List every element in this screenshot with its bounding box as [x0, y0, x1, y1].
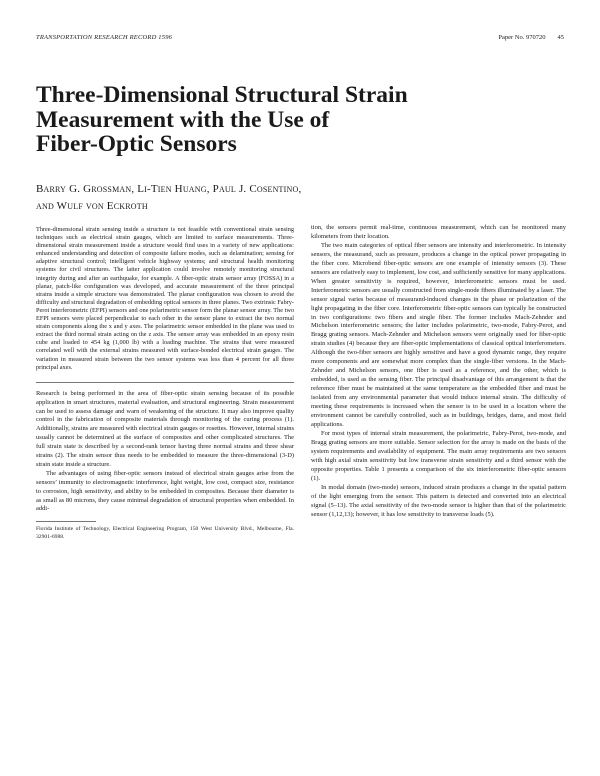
abstract-text: Three-dimensional strain sensing inside a structure is not feasible with conventional strain sensing techniques such as electrical strain gauges, which are limited to surface measurements. Three-dimensional strain measurement inside a structure would find uses in a variety of new applications: enhanced understanding and detection of composite failure modes, such as delamination; sensing for adaptive structural control; intelligent vehicle highway systems; and structural health monitoring systems for civil structures. The latter application could involve remotely monitoring structural integrity during and after an earthquake, for example. A fiber-optic strain sensor array (FOSSA) in a planar, patch-like configuration was developed, and accurate measurement of the three principal strains inside a simple structure was demonstrated. The planar configuration was chosen to avoid the difficulty and structural degradation of embedding optical sensors in three planes. Two extrinsic Fabry-Perot interferometric (EFPI) sensors and one polarimetric sensor form the planar sensor array. The two EFPI sensors were placed perpendicular to each other in the sensor plane to extract the two normal strain components along the x and y axes. The polarimetric sensor embedded in the plane was used to extract the third normal strain acting on the z axis. The sensor array was embedded in an epoxy resin cube and loaded to 454 kg (1,000 lb) with a loading machine. The strains that were measured correlated well with the external strains measured with surface-bonded electrical strain gauges. The variation in measured strain between the two sensor systems was less than 4 percent for all three principal axes. — [36, 226, 294, 371]
body-paragraph: The advantages of using fiber-optic sensors instead of electrical strain gauges arise from the sensors’ immunity to electromagnetic interference, light weight, low cost, compact size, resistance to corrosion, high sensitivity, and ability to be embedded in composites. Because their diameter is as small as 80 microns, they cause minimal degradation of structural properties when embedded. In addi- — [36, 469, 294, 513]
footnote-divider — [36, 521, 96, 522]
abstract — [36, 226, 294, 372]
title-line: Measurement with the Use of — [36, 106, 330, 133]
author-line: and Wulf von Eckroth — [36, 200, 148, 212]
body-paragraph: tion, the sensors permit real-time, continuous measurement, which can be monitored many kilometers from their location. — [311, 224, 566, 240]
paper-title — [36, 83, 556, 157]
body-paragraph: For most types of internal strain measurement, the polarimetric, Fabry-Perot, two-mode, and Bragg grating sensors are more suitable. Sensor selection for the array is made on the basis of the system requirements and availability of equipment. The main array requirements are two sensors with high axial strain sensitivity but low transverse strain sensitivity and a third sensor with the opposite properties. Table 1 presents a comparison of the six interferometric fiber-optic sensors (1). — [311, 429, 566, 482]
title-line: Fiber-Optic Sensors — [36, 131, 237, 157]
body-paragraph: In modal domain (two-mode) sensors, induced strain produces a change in the spatial pattern of the light emerging from the sensor. This pattern is detected and converted into an electrical signal (5–13). The axial sensitivity of the two-mode sensor is higher than that of the polarimetric sensor (1,12,13); however, it has low sensitivity to transverse loads (5). — [311, 483, 566, 518]
paper-number: Paper No. 970720 — [498, 34, 546, 41]
title-line: Three-Dimensional Structural Strain — [36, 82, 408, 108]
author-line: Barry G. Grossman, Li-Tien Huang, Paul J. Cosentino, — [36, 183, 302, 195]
running-header-journal: TRANSPORTATION RESEARCH RECORD 1596 — [36, 34, 173, 41]
body-paragraph: The two main categories of optical fiber sensors are intensity and interferometric. In intensity sensors, the measurand, such as pressure, produces a change in the optical power propagating in the fiber core. Microbend fiber-optic sensors are one example of intensity sensors (3). These sensors are relatively easy to implement, low cost, and sufficiently sensitive for many applications. When greater sensitivity is required, however, interferometric sensors must be used. Interferometric sensors are usually constructed from single-mode fibers illuminated by a laser. The sensor signal varies because of measurand-induced changes in the phase or polarization of the light propagating in the fiber core. Interferometric fiber-optic sensors can typically be constructed in two configurations: two fibers and single fiber. The former includes Mach-Zehnder and Michelson interferometric sensors; the latter includes polarimetric, two-mode, Fabry-Perot, and Bragg grating sensors. Mach-Zehnder and Michelson sensors were originally used for fiber-optic strain studies (4) because they are fiber-optic implementations of classical optical interferometers. Although the two-fiber sensors are highly sensitive and have a good dynamic range, they require more components and are somewhat more complex than the single-fiber versions. In the Mach-Zehnder and Michelson sensors, one fiber is used as a reference, and the other, which is embedded, is used as the sensing fiber. The principal disadvantage of this arrangement is that the reference fiber must be maintained at the same temperature as the embedded fiber and must be isolated from any environmental parameter that would induce internal strain. The difficulty of meeting these requirements is increased when the sensor is to be used in a location where the environment cannot be carefully controlled, such as in buildings, bridges, dams, and most field applications. — [311, 241, 566, 428]
page-number: 45 — [557, 34, 564, 41]
author-list — [36, 181, 536, 215]
abstract-divider — [36, 382, 294, 383]
running-header-right — [498, 34, 564, 41]
affiliation-footnote: Florida Institute of Technology, Electrical Engineering Program, 150 West University Blvd., Melbourne, Fla. 32901-6988. — [36, 526, 294, 540]
body-paragraph: Research is being performed in the area of fiber-optic strain sensing because of its possible application in smart structures, material evaluation, and structural engineering. Strain measurement can be used to assess damage and warn of weakening of the structure. It may also improve quality control in the fabrication of composite materials through monitoring of the curing process (1). Additionally, strains are measured with electrical strain gauges or rosettes. However, internal strains usually cannot be determined at the surface of composites and other complicated structures. The full strain state is described by a second-rank tensor having three normal strains and three shear strains (2). The strain sensor thus needs to be embedded to measure the three-dimensional (3-D) strain state inside a structure. — [36, 389, 294, 468]
left-column — [36, 226, 294, 541]
right-column — [311, 224, 566, 519]
